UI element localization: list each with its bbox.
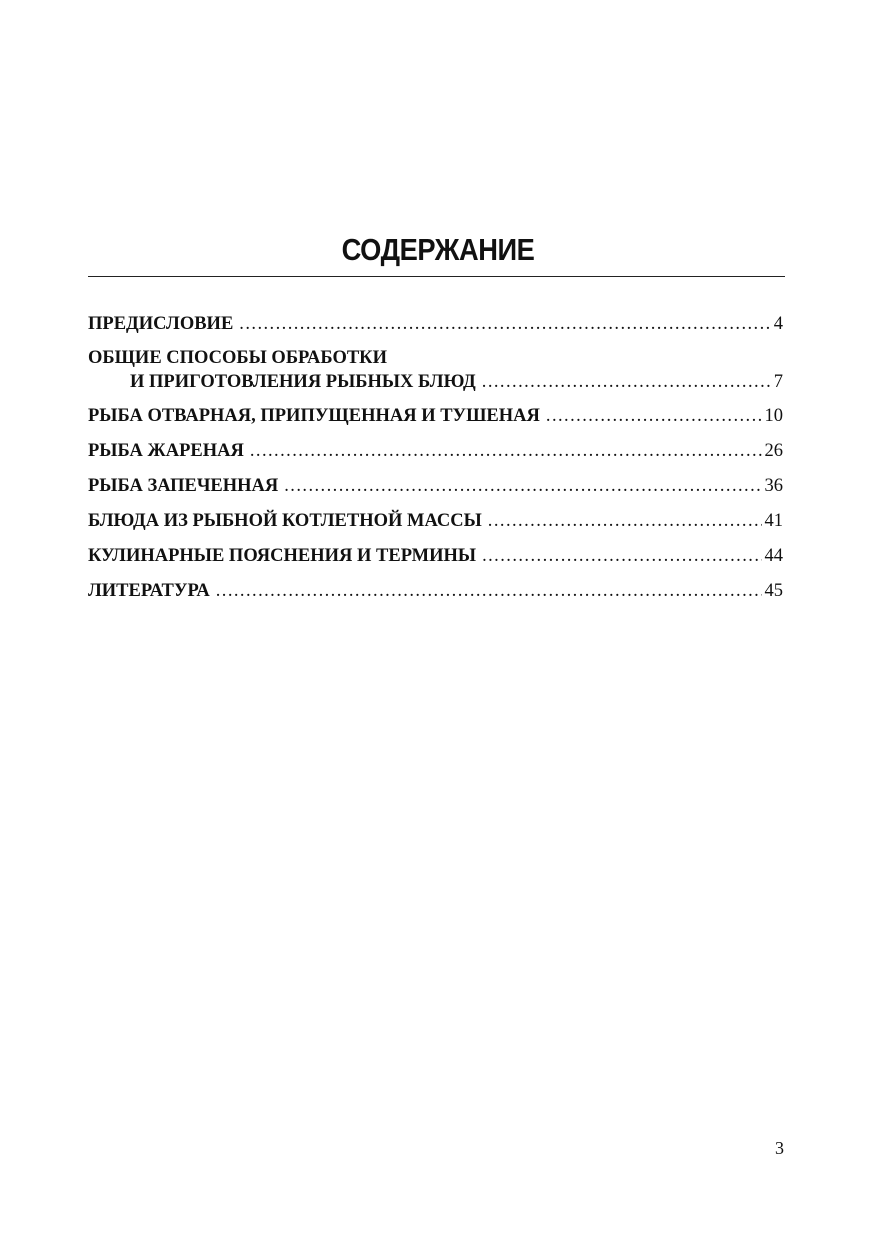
toc-entry-title: ПРЕДИСЛОВИЕ	[88, 314, 234, 334]
toc-entry-culinary-terms[interactable]	[88, 544, 783, 568]
table-of-contents	[88, 312, 783, 603]
toc-entry-boiled-fish[interactable]	[88, 404, 783, 428]
toc-line	[88, 509, 783, 533]
toc-entry-baked-fish[interactable]	[88, 474, 783, 498]
dot-leader	[546, 404, 762, 428]
toc-entry-title-continuation: И ПРИГОТОВЛЕНИЯ РЫБНЫХ БЛЮД	[130, 372, 476, 392]
toc-entry-title: ОБЩИЕ СПОСОБЫ ОБРАБОТКИ	[88, 348, 387, 368]
toc-line	[88, 346, 783, 370]
dot-leader	[250, 439, 762, 463]
toc-page-number: 45	[764, 581, 783, 601]
toc-entry-title: РЫБА ЖАРЕНАЯ	[88, 441, 244, 461]
toc-page-number: 26	[764, 441, 783, 461]
toc-entry-fried-fish[interactable]	[88, 439, 783, 463]
dot-leader	[216, 579, 762, 603]
dot-leader	[482, 544, 761, 568]
toc-line	[88, 544, 783, 568]
toc-line	[88, 439, 783, 463]
toc-page-number: 41	[764, 511, 783, 531]
toc-entry-fish-cutlet-dishes[interactable]	[88, 509, 783, 533]
dot-leader	[482, 370, 771, 394]
toc-entry-title: ЛИТЕРАТУРА	[88, 581, 210, 601]
title-rule	[88, 276, 785, 277]
toc-page-number: 44	[764, 546, 783, 566]
toc-entry-literature[interactable]	[88, 579, 783, 603]
toc-entry-title: РЫБА ЗАПЕЧЕННАЯ	[88, 476, 279, 496]
toc-line	[88, 474, 783, 498]
toc-page-number: 4	[773, 314, 783, 334]
toc-line	[88, 579, 783, 603]
toc-line	[88, 404, 783, 428]
toc-page-number: 7	[773, 372, 783, 392]
dot-leader	[239, 312, 770, 336]
toc-entry-general-methods[interactable]	[88, 346, 783, 394]
dot-leader	[488, 509, 762, 533]
toc-page-number: 10	[764, 406, 783, 426]
toc-entry-preface[interactable]	[88, 312, 783, 336]
toc-entry-title: РЫБА ОТВАРНАЯ, ПРИПУЩЕННАЯ И ТУШЕНАЯ	[88, 406, 540, 426]
toc-line-continuation	[88, 370, 783, 394]
toc-entry-title: БЛЮДА ИЗ РЫБНОЙ КОТЛЕТНОЙ МАССЫ	[88, 511, 482, 531]
dot-leader	[284, 474, 761, 498]
page-number: 3	[775, 1138, 784, 1158]
toc-entry-title: КУЛИНАРНЫЕ ПОЯСНЕНИЯ И ТЕРМИНЫ	[88, 546, 477, 566]
toc-page-number: 36	[764, 476, 783, 496]
toc-line	[88, 312, 783, 336]
page-title: СОДЕРЖАНИЕ	[341, 232, 535, 267]
